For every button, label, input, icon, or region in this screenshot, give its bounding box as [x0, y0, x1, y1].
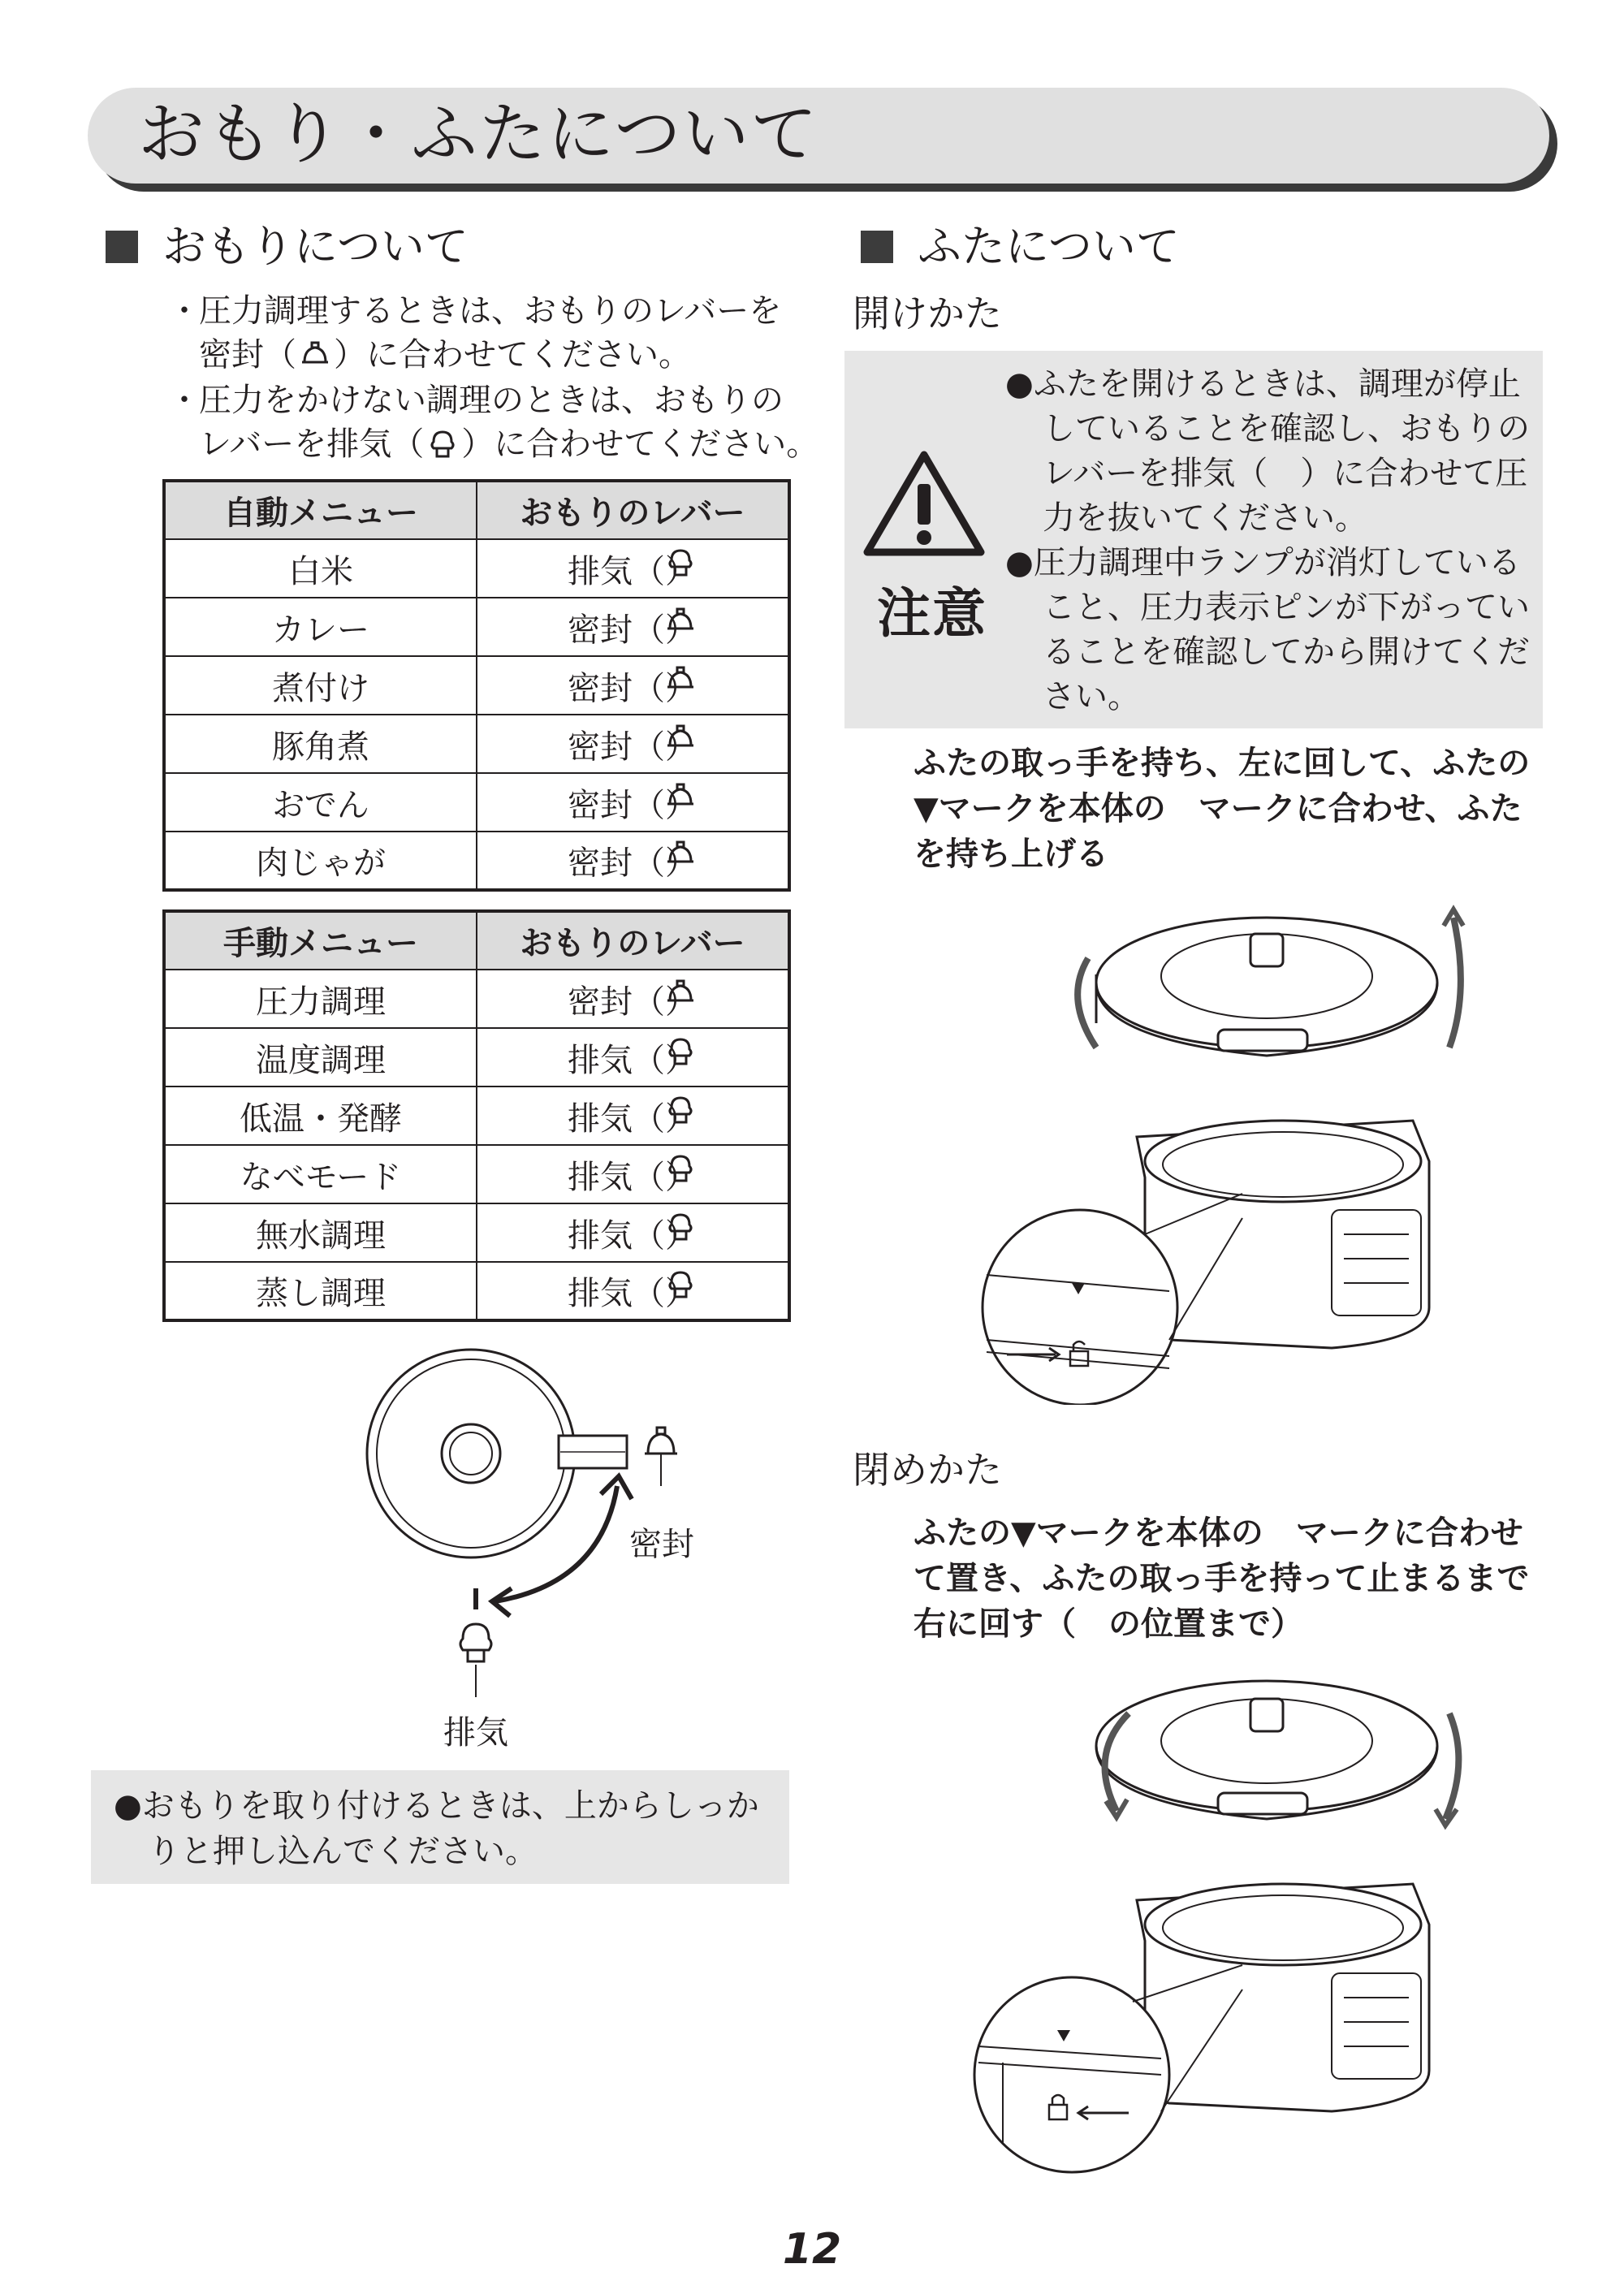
rotation-arrow — [495, 1486, 617, 1601]
caution-box — [844, 351, 1543, 728]
column-header: 手動メニュー — [164, 911, 477, 970]
table-row: なべモード 排気（ ） — [164, 1145, 789, 1203]
seal-symbol-icon — [645, 1428, 677, 1486]
caution-label: 注意 — [877, 582, 987, 645]
open-lid-illustration — [974, 885, 1494, 1405]
column-header: 自動メニュー — [164, 481, 477, 539]
table-row: 肉じゃが 密封（ ） — [164, 832, 789, 890]
table-row: 白米 排気（ ） — [164, 539, 789, 598]
note-box: ●おもりを取り付けるときは、上からしっか りと押し込んでください。 — [91, 1770, 789, 1884]
section-heading-text: ふたについて — [918, 221, 1180, 272]
close-lid-illustration — [966, 1657, 1494, 2176]
warning-triangle-icon — [859, 447, 989, 560]
page-title: おもり・ふたについて — [138, 96, 819, 173]
section-heading-weight — [106, 221, 469, 273]
table-row: 煮付け 密封（ ） — [164, 656, 789, 715]
table-row: 低温・発酵 排気（ ） — [164, 1087, 789, 1145]
weight-lever-diagram — [357, 1348, 812, 1770]
section-heading-lid — [861, 221, 1180, 273]
auto-menu-table — [162, 479, 791, 892]
section-heading-text: おもりについて — [162, 221, 469, 272]
table-header-row — [164, 911, 789, 970]
bullet-no-pressure: ・ 圧力をかけない調理のときは、おもりの レバーを排気（ ）に合わせてください。 — [168, 382, 819, 463]
exhaust-weight-icon — [427, 427, 458, 460]
subheading-open: 開けかた — [853, 292, 1002, 335]
square-bullet-icon — [106, 231, 138, 263]
column-header: おもりのレバー — [477, 911, 789, 970]
exhaust-label: 排気 — [443, 1714, 508, 1752]
table-row: カレー 密封（ ） — [164, 598, 789, 656]
exhaust-symbol-icon — [460, 1624, 491, 1697]
table-row: 圧力調理 密封（ ） — [164, 970, 789, 1028]
bullet-pressure-cooking: ・ 圧力調理するときは、おもりのレバーを 密封（ ）に合わせてください。 — [168, 292, 782, 374]
open-instruction: ふたの取っ手を持ち、左に回して、ふたの ▼マークを本体の マークに合わせ、ふた を持ち上げる — [914, 745, 1531, 873]
table-row: 無水調理 排気（ ） — [164, 1203, 789, 1262]
seal-label: 密封 — [629, 1526, 694, 1563]
square-bullet-icon — [861, 231, 893, 263]
table-header-row — [164, 481, 789, 539]
table-row: 豚角煮 密封（ ） — [164, 715, 789, 773]
table-row: 蒸し調理 排気（ ） — [164, 1262, 789, 1320]
page-number: 12 — [782, 2225, 842, 2274]
column-header: おもりのレバー — [477, 481, 789, 539]
close-instruction: ふたの▼マークを本体の マークに合わせ て置き、ふたの取っ手を持って止まるまで 右に回す（ の位置まで） — [914, 1514, 1530, 1643]
seal-weight-icon — [300, 338, 330, 370]
manual-menu-table — [162, 909, 791, 1322]
table-row: おでん 密封（ ） — [164, 773, 789, 832]
title-banner — [88, 88, 1549, 184]
table-row: 温度調理 排気（ ） — [164, 1028, 789, 1087]
subheading-close: 閉めかた — [853, 1448, 1002, 1492]
caution-text: ●ふたを開けるときは、調理が停止 していることを確認し、おもりの レバーを排気（ ）に合わせて圧 力を抜いてください。 ●圧力調理中ランプが消灯している こと、圧力表示ピンが下がってい ることを確認してから開けてくだ さい。 — [1005, 365, 1530, 715]
